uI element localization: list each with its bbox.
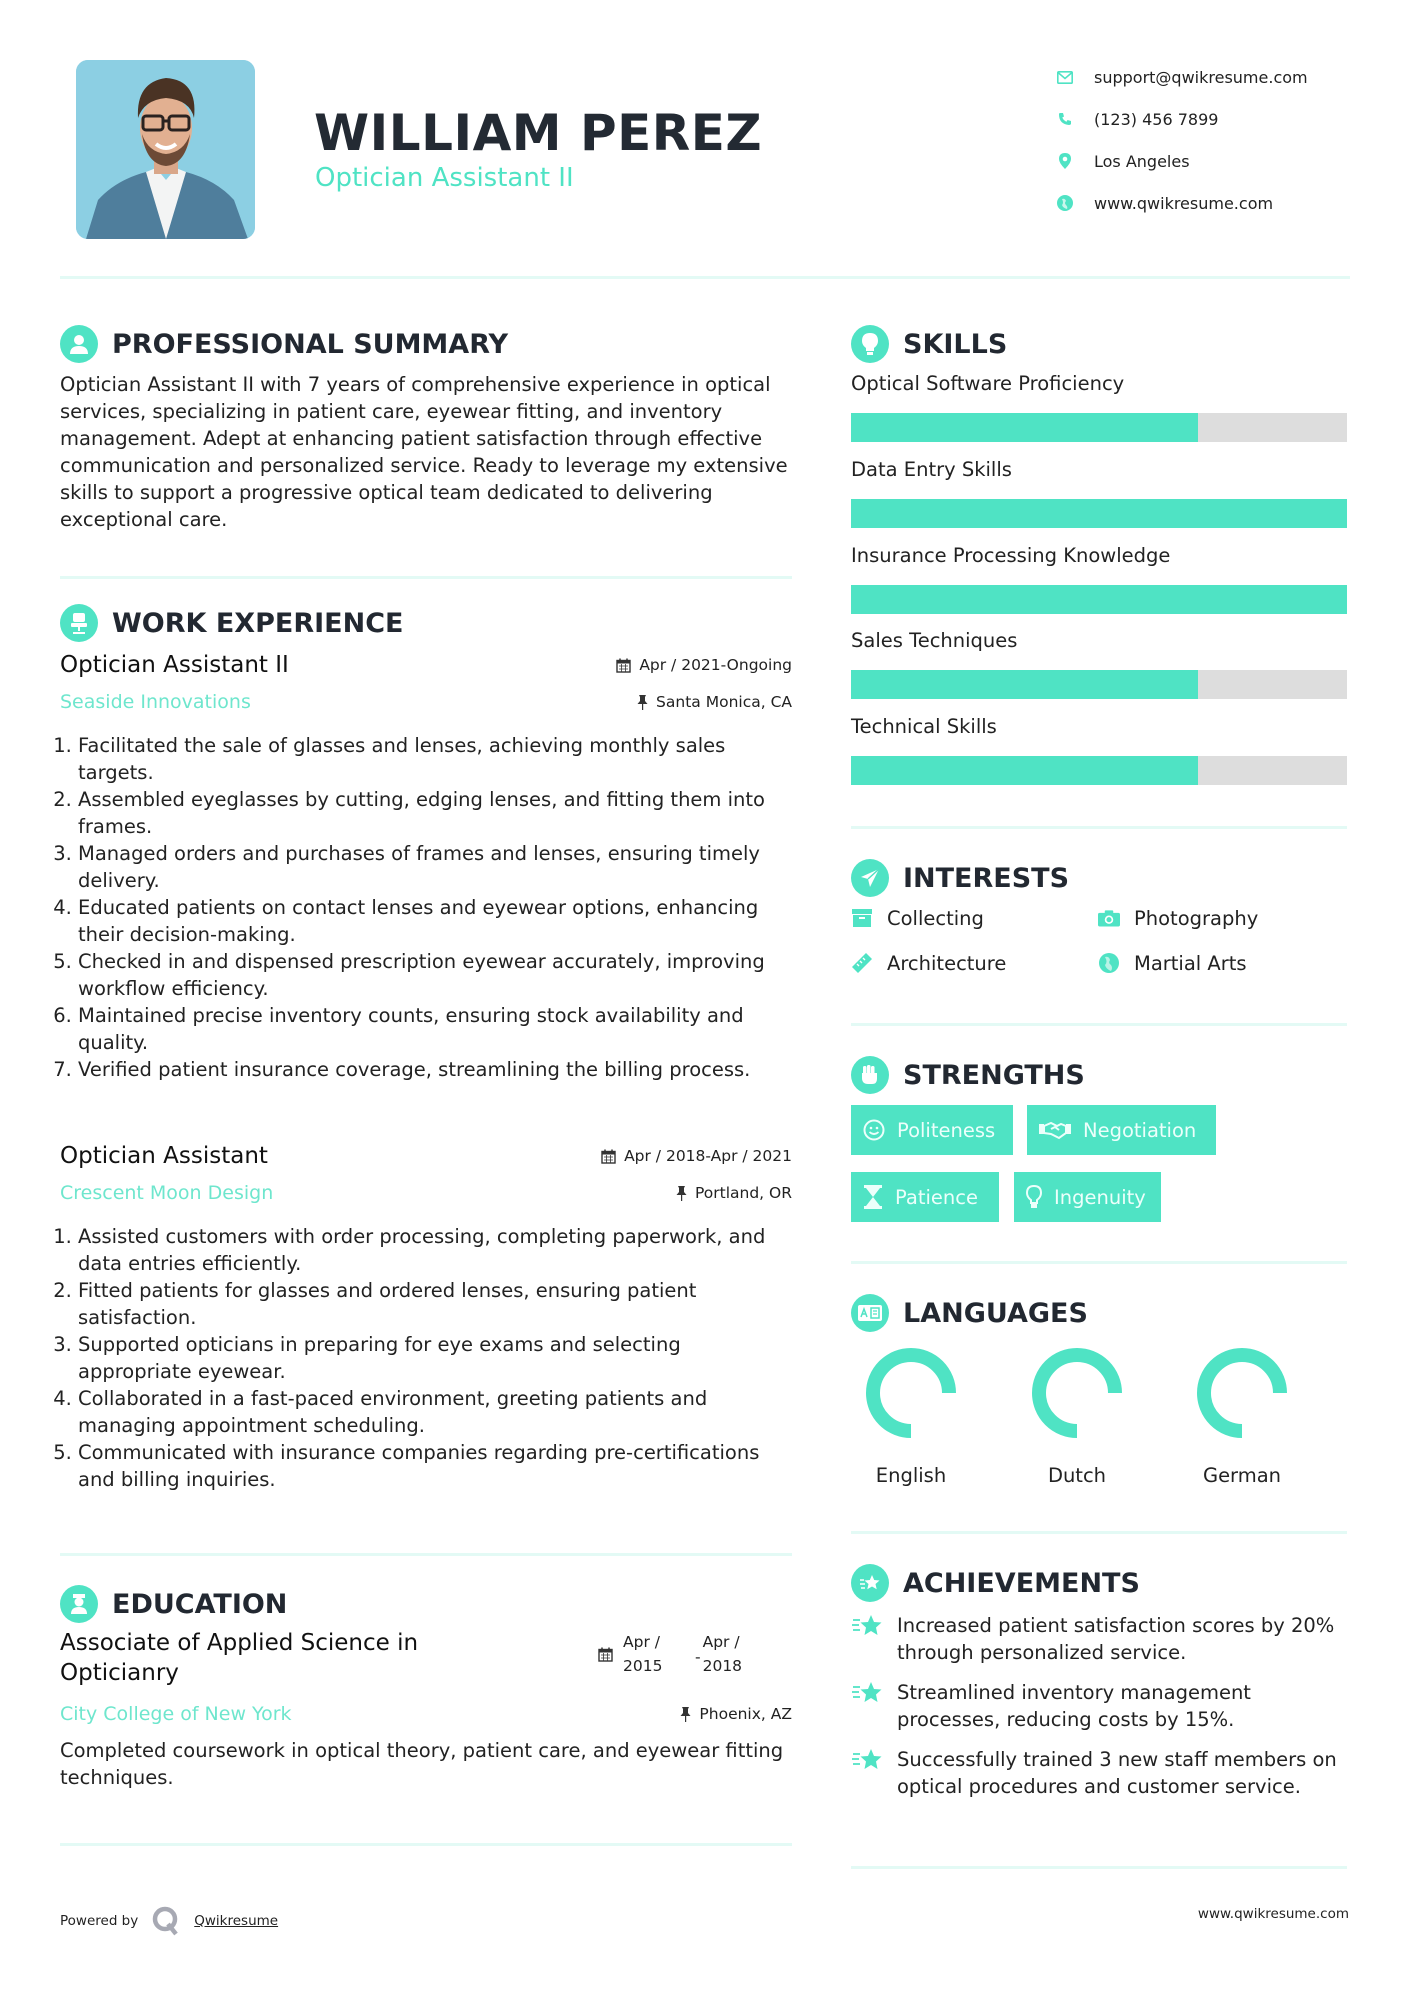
candidate-title: Optician Assistant II bbox=[315, 163, 574, 193]
strength-tag bbox=[851, 1105, 1013, 1155]
achievement-item bbox=[851, 1746, 1347, 1800]
duty-item: 7. Verified patient insurance coverage, streamlining the billing process. bbox=[78, 1056, 792, 1083]
interests-divider bbox=[851, 1023, 1347, 1026]
profile-photo bbox=[76, 60, 255, 239]
work-divider bbox=[60, 1553, 792, 1556]
section-heading-education bbox=[60, 1584, 287, 1624]
education-heading: EDUCATION bbox=[112, 1588, 288, 1620]
interest-label: Architecture bbox=[887, 951, 1007, 975]
language-ring bbox=[866, 1348, 956, 1438]
education-description: Completed coursework in optical theory, patient care, and eyewear fitting techniques. bbox=[60, 1739, 784, 1789]
contact-website[interactable] bbox=[1056, 182, 1308, 224]
strength-label: Politeness bbox=[897, 1118, 996, 1142]
skills-heading: SKILLS bbox=[903, 328, 1008, 360]
strength-label: Negotiation bbox=[1083, 1118, 1197, 1142]
summary-divider bbox=[60, 576, 792, 579]
job-entry bbox=[60, 648, 792, 1083]
language-item bbox=[851, 1348, 971, 1487]
language-item bbox=[1017, 1348, 1137, 1487]
fist-icon bbox=[851, 1056, 889, 1094]
interest-label: Collecting bbox=[887, 906, 984, 930]
calendar-icon bbox=[601, 1149, 616, 1164]
phone-icon bbox=[1056, 110, 1074, 128]
achievements-heading: ACHIEVEMENTS bbox=[903, 1567, 1140, 1599]
education-location-text: Phoenix, AZ bbox=[699, 1705, 792, 1723]
summary-text: Optician Assistant II with 7 years of comprehensive experience in optical services, specializing in patient care, eyewear fitting, and inventory management. Adept at enhancing patient satisfaction through effective communication and personalized service. Ready to leverage my extensive skills to support a progressive optical team dedicated to delivering exceptional care. bbox=[60, 373, 788, 531]
ruler-icon bbox=[851, 952, 873, 974]
contact-location bbox=[1056, 140, 1308, 182]
contact-phone-text: (123) 456 7899 bbox=[1094, 109, 1219, 129]
skill-bar-fill bbox=[851, 756, 1198, 785]
job-dates-text: Apr / 2018-Apr / 2021 bbox=[624, 1147, 792, 1165]
skill-label: Insurance Processing Knowledge bbox=[851, 544, 1171, 567]
strength-tag bbox=[1014, 1172, 1161, 1222]
date-separator: - bbox=[695, 1648, 701, 1666]
translate-icon bbox=[851, 1294, 889, 1332]
mail-icon bbox=[1056, 68, 1074, 86]
skill-bar bbox=[851, 756, 1347, 785]
section-heading-interests bbox=[851, 858, 1069, 898]
education-location bbox=[680, 1705, 792, 1723]
strength-tag bbox=[851, 1172, 999, 1222]
language-label: English bbox=[875, 1464, 947, 1487]
duty-item: 2. Assembled eyeglasses by cutting, edging lenses, and fitting them into frames. bbox=[78, 786, 792, 840]
skill-bar-fill bbox=[851, 413, 1198, 442]
globe-icon bbox=[1098, 952, 1120, 974]
job-dates-text: Apr / 2021-Ongoing bbox=[639, 656, 792, 674]
duty-item: 5. Checked in and dispensed prescription eyewear accurately, improving workflow efficiency. bbox=[78, 948, 792, 1002]
end-month: Apr / bbox=[702, 1633, 740, 1651]
skill-bar bbox=[851, 670, 1347, 699]
job-title: Optician Assistant bbox=[60, 1143, 268, 1169]
achievements-divider bbox=[851, 1866, 1347, 1869]
contact-email-text: support@qwikresume.com bbox=[1094, 67, 1308, 87]
camera-icon bbox=[1098, 907, 1120, 929]
job-company: Crescent Moon Design bbox=[60, 1182, 274, 1204]
interest-item bbox=[1098, 903, 1258, 933]
achievement-text: Successfully trained 3 new staff members on optical procedures and customer service. bbox=[897, 1748, 1337, 1798]
summary-heading: PROFESSIONAL SUMMARY bbox=[112, 328, 509, 360]
office-chair-icon bbox=[60, 604, 98, 642]
job-company: Seaside Innovations bbox=[60, 691, 251, 713]
interest-label: Photography bbox=[1134, 906, 1259, 930]
duty-item: 4. Collaborated in a fast-paced environment, greeting patients and managing appointment scheduling. bbox=[78, 1385, 792, 1439]
job-dates bbox=[616, 656, 792, 674]
skill-label: Data Entry Skills bbox=[851, 458, 1012, 481]
strengths-heading: STRENGTHS bbox=[903, 1059, 1085, 1091]
calendar-icon bbox=[598, 1647, 613, 1662]
skills-list bbox=[851, 370, 1347, 799]
job-entry bbox=[60, 1139, 792, 1493]
education-school-row bbox=[60, 1696, 792, 1732]
skill-bar bbox=[851, 499, 1347, 528]
pushpin-icon bbox=[680, 1707, 691, 1722]
skill-label: Optical Software Proficiency bbox=[851, 372, 1125, 395]
interest-item bbox=[851, 948, 1006, 978]
header-divider bbox=[60, 276, 1350, 279]
section-heading-strengths bbox=[851, 1055, 1085, 1095]
achievement-item bbox=[851, 1612, 1347, 1666]
languages-divider bbox=[851, 1531, 1347, 1534]
globe-icon bbox=[1056, 194, 1074, 212]
star-badge-icon bbox=[851, 1564, 889, 1602]
skill-bar bbox=[851, 413, 1347, 442]
star-icon bbox=[851, 1746, 885, 1773]
skill-bar-fill bbox=[851, 585, 1347, 614]
degree-title: Associate of Applied Science in Opticianry bbox=[60, 1630, 419, 1686]
strength-tag bbox=[1027, 1105, 1216, 1155]
language-item bbox=[1182, 1348, 1302, 1487]
qwikresume-logo-icon bbox=[152, 1906, 180, 1936]
duty-item: 1. Facilitated the sale of glasses and lenses, achieving monthly sales targets. bbox=[78, 732, 792, 786]
skill-bar bbox=[851, 585, 1347, 614]
duty-item: 3. Supported opticians in preparing for eye exams and selecting appropriate eyewear. bbox=[78, 1331, 792, 1385]
interest-label: Martial Arts bbox=[1134, 951, 1247, 975]
strength-label: Ingenuity bbox=[1054, 1185, 1146, 1209]
skill-item bbox=[851, 456, 1347, 542]
achievement-item bbox=[851, 1679, 1347, 1733]
star-icon bbox=[851, 1612, 885, 1639]
language-ring bbox=[1032, 1348, 1122, 1438]
section-heading-skills bbox=[851, 324, 1007, 364]
user-icon bbox=[60, 325, 98, 363]
job-dates bbox=[601, 1147, 792, 1165]
languages-heading: LANGUAGES bbox=[903, 1297, 1088, 1329]
duty-item: 3. Managed orders and purchases of frames and lenses, ensuring timely delivery. bbox=[78, 840, 792, 894]
contact-website-text: www.qwikresume.com bbox=[1094, 193, 1274, 213]
start-year: 2015 bbox=[623, 1657, 663, 1675]
archive-box-icon bbox=[851, 907, 873, 929]
powered-by-label: Powered by bbox=[60, 1913, 139, 1929]
skill-bar-fill bbox=[851, 670, 1198, 699]
section-heading-work bbox=[60, 603, 403, 643]
skill-label: Sales Techniques bbox=[851, 629, 1018, 652]
achievement-text: Increased patient satisfaction scores by 20% through personalized service. bbox=[897, 1614, 1335, 1664]
skill-item bbox=[851, 542, 1347, 627]
job-location-text: Portland, OR bbox=[694, 1184, 792, 1202]
duty-list bbox=[60, 1223, 792, 1493]
skill-label: Technical Skills bbox=[851, 715, 997, 738]
star-icon bbox=[851, 1679, 885, 1706]
education-divider bbox=[60, 1843, 792, 1846]
skill-item bbox=[851, 713, 1347, 799]
education-dates bbox=[598, 1630, 742, 1678]
language-ring bbox=[1197, 1348, 1287, 1438]
calendar-icon bbox=[616, 658, 631, 673]
contact-phone[interactable] bbox=[1056, 98, 1308, 140]
job-location-text: Santa Monica, CA bbox=[656, 693, 792, 711]
school-name: City College of New York bbox=[60, 1703, 292, 1725]
contact-list bbox=[1056, 56, 1308, 224]
pushpin-icon bbox=[676, 1186, 687, 1201]
hourglass-icon bbox=[863, 1185, 883, 1209]
duty-item: 5. Communicated with insurance companies regarding pre-certifications and billing inquiries. bbox=[78, 1439, 792, 1493]
interest-item bbox=[1098, 948, 1247, 978]
skill-item bbox=[851, 627, 1347, 713]
duty-item: 1. Assisted customers with order processing, completing paperwork, and data entries efficiently. bbox=[78, 1223, 792, 1277]
interests-heading: INTERESTS bbox=[903, 862, 1070, 894]
paper-plane-icon bbox=[851, 859, 889, 897]
skill-item bbox=[851, 370, 1347, 456]
section-heading-achievements bbox=[851, 1563, 1140, 1603]
graduate-icon bbox=[60, 1585, 98, 1623]
duty-item: 4. Educated patients on contact lenses and eyewear options, enhancing their decision-making. bbox=[78, 894, 792, 948]
achievements-list bbox=[851, 1612, 1347, 1800]
strengths-divider bbox=[851, 1261, 1347, 1264]
footer-powered-by bbox=[60, 1906, 278, 1936]
skills-divider bbox=[851, 826, 1347, 829]
handshake-icon bbox=[1039, 1120, 1071, 1140]
footer-website[interactable]: www.qwikresume.com bbox=[1197, 1906, 1349, 1922]
duty-list bbox=[60, 732, 792, 1083]
smile-icon bbox=[863, 1119, 885, 1141]
candidate-name: WILLIAM PEREZ bbox=[314, 104, 763, 162]
lightbulb-icon bbox=[851, 325, 889, 363]
section-heading-summary bbox=[60, 324, 508, 364]
duty-item: 2. Fitted patients for glasses and ordered lenses, ensuring patient satisfaction. bbox=[78, 1277, 792, 1331]
contact-location-text: Los Angeles bbox=[1094, 151, 1190, 171]
end-year: 2018 bbox=[702, 1657, 743, 1675]
location-pin-icon bbox=[1056, 152, 1074, 170]
interest-item bbox=[851, 903, 984, 933]
qwikresume-link[interactable]: Qwikresume bbox=[194, 1913, 279, 1929]
start-month: Apr / bbox=[623, 1633, 660, 1651]
achievement-text: Streamlined inventory management processes, reducing costs by 15%. bbox=[897, 1681, 1251, 1731]
pushpin-icon bbox=[637, 695, 648, 710]
duty-item: 6. Maintained precise inventory counts, ensuring stock availability and quality. bbox=[78, 1002, 792, 1056]
job-location bbox=[676, 1184, 792, 1202]
work-heading: WORK EXPERIENCE bbox=[112, 607, 404, 639]
language-label: German bbox=[1202, 1464, 1282, 1487]
job-location bbox=[637, 693, 792, 711]
strength-label: Patience bbox=[895, 1185, 978, 1209]
job-title: Optician Assistant II bbox=[60, 652, 289, 678]
contact-email[interactable] bbox=[1056, 56, 1308, 98]
section-heading-languages bbox=[851, 1293, 1088, 1333]
lightbulb-icon bbox=[1026, 1185, 1042, 1209]
skill-bar-fill bbox=[851, 499, 1347, 528]
language-label: Dutch bbox=[1047, 1464, 1107, 1487]
